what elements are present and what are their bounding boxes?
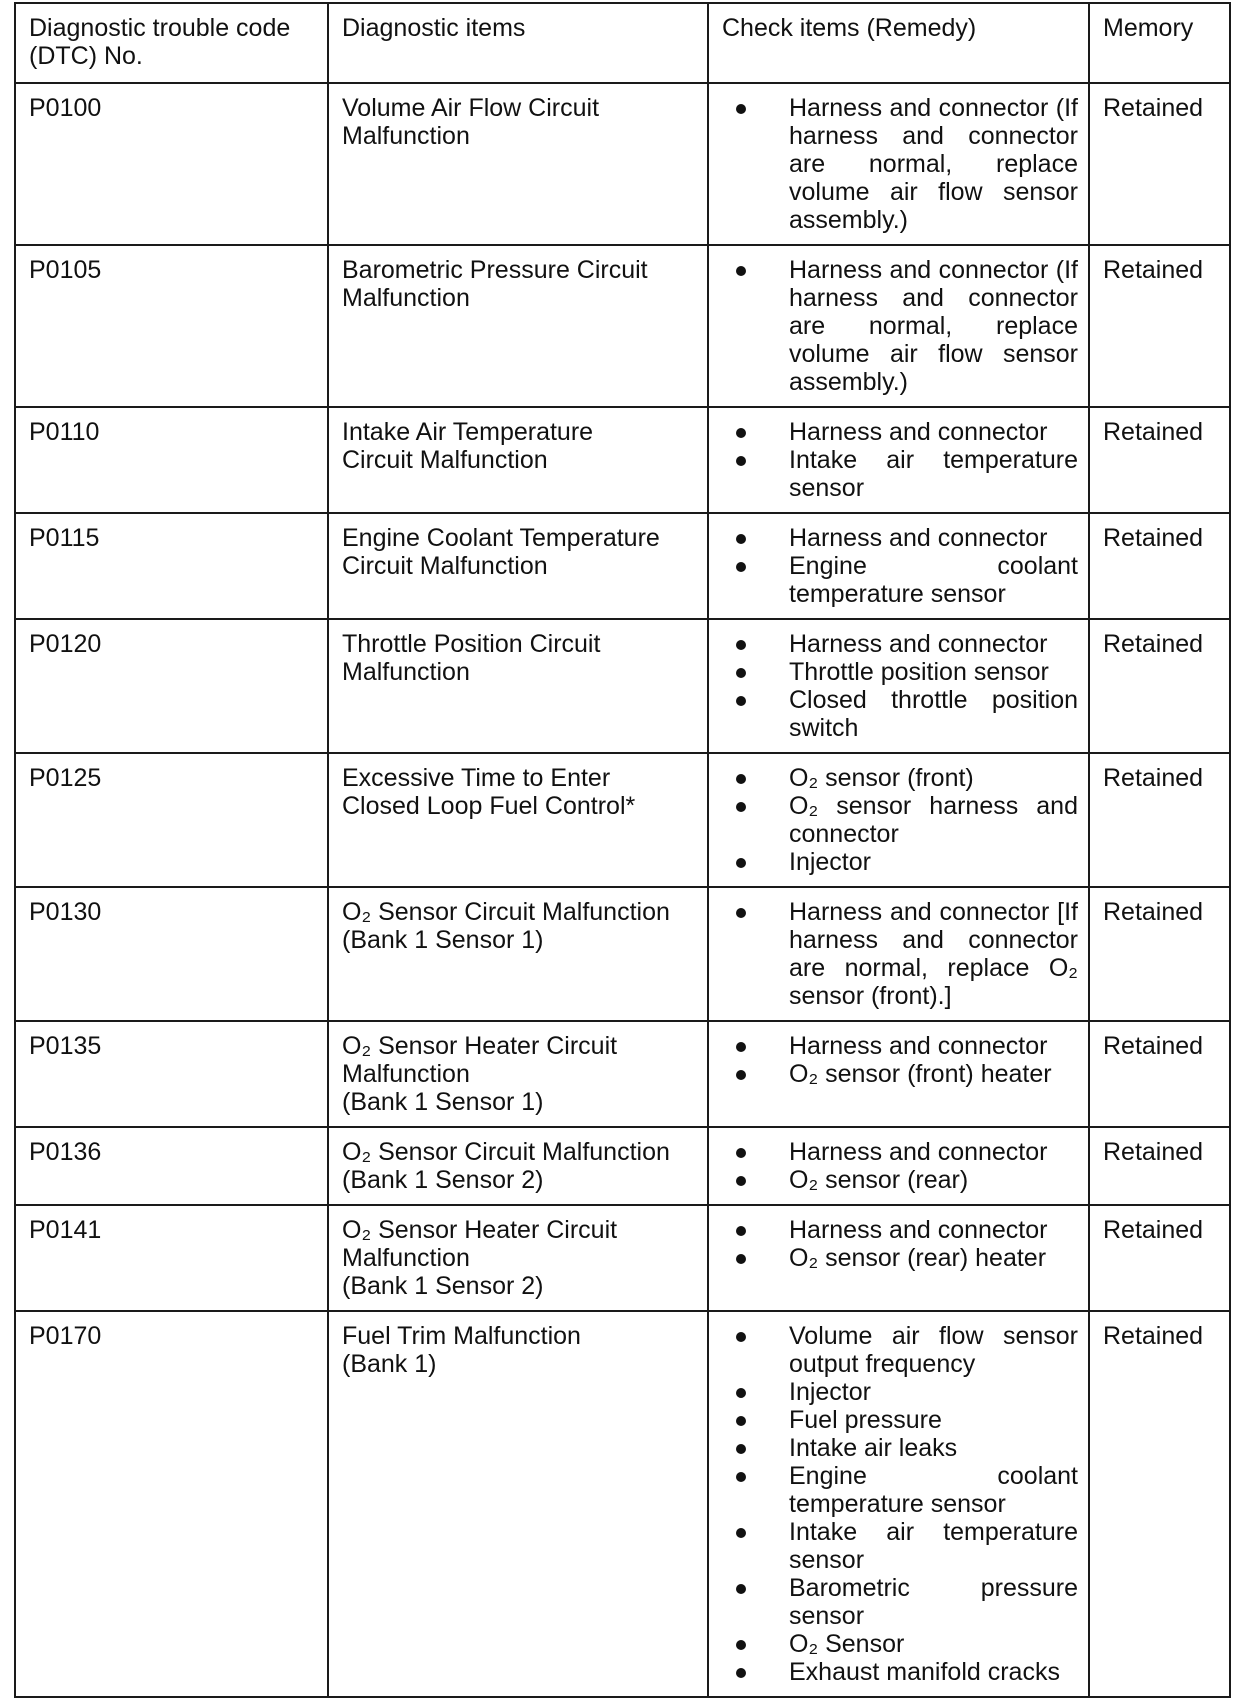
bullet-icon xyxy=(736,1254,746,1264)
check-item-text: Intake air leaks xyxy=(789,1434,958,1462)
bullet-icon xyxy=(736,908,746,918)
memory-status: Retained xyxy=(1089,83,1230,245)
table-row xyxy=(15,1205,1230,1311)
check-list-item xyxy=(722,686,1078,742)
check-item-text: Harness and connector (If harness and connector are normal, replace volume air flow sensor assembly.) xyxy=(789,256,1078,396)
table-body xyxy=(15,83,1230,1697)
bullet-icon xyxy=(736,1148,746,1158)
table-row xyxy=(15,245,1230,407)
diagnostic-item: O₂ Sensor Circuit Malfunction (Bank 1 Sensor 2) xyxy=(328,1127,708,1205)
memory-status: Retained xyxy=(1089,513,1230,619)
check-list-item xyxy=(722,1658,1078,1686)
check-item-text: Fuel pressure xyxy=(789,1406,942,1434)
diagnostic-item: O₂ Sensor Heater Circuit Malfunction (Bank 1 Sensor 1) xyxy=(328,1021,708,1127)
bullet-icon xyxy=(736,456,746,466)
check-list xyxy=(722,1032,1078,1088)
check-list xyxy=(722,94,1078,234)
diagnostic-item: Excessive Time to Enter Closed Loop Fuel Control* xyxy=(328,753,708,887)
memory-status: Retained xyxy=(1089,1205,1230,1311)
check-items xyxy=(708,407,1089,513)
check-item-text: Closed throttle position switch xyxy=(789,686,1078,742)
check-list-item xyxy=(722,524,1078,552)
table-row xyxy=(15,1311,1230,1697)
check-list-item xyxy=(722,1462,1078,1518)
check-list-item xyxy=(722,898,1078,1010)
check-item-text: Intake air temperature sensor xyxy=(789,446,1078,502)
memory-status: Retained xyxy=(1089,887,1230,1021)
check-item-text: O₂ sensor (front) heater xyxy=(789,1060,1052,1088)
dtc-code: P0110 xyxy=(15,407,328,513)
check-items xyxy=(708,1021,1089,1127)
bullet-icon xyxy=(736,696,746,706)
memory-status: Retained xyxy=(1089,407,1230,513)
check-list-item xyxy=(722,792,1078,848)
check-item-text: Harness and connector xyxy=(789,1216,1048,1244)
header-dtc-code: Diagnostic trouble code (DTC) No. xyxy=(15,3,328,83)
table-row xyxy=(15,619,1230,753)
check-items xyxy=(708,753,1089,887)
bullet-icon xyxy=(736,1528,746,1538)
bullet-icon xyxy=(736,1042,746,1052)
table-row xyxy=(15,887,1230,1021)
table-row xyxy=(15,83,1230,245)
check-item-text: O₂ Sensor xyxy=(789,1630,905,1658)
header-row xyxy=(15,3,1230,83)
check-item-text: Volume air flow sensor output frequency xyxy=(789,1322,1078,1378)
check-item-text: O₂ sensor (rear) heater xyxy=(789,1244,1047,1272)
check-list-item xyxy=(722,1630,1078,1658)
check-list-item xyxy=(722,1378,1078,1406)
check-list-item xyxy=(722,552,1078,608)
check-list-item xyxy=(722,658,1078,686)
check-list xyxy=(722,764,1078,876)
bullet-icon xyxy=(736,1584,746,1594)
check-list-item xyxy=(722,848,1078,876)
diagnostic-item: Barometric Pressure Circuit Malfunction xyxy=(328,245,708,407)
dtc-code: P0135 xyxy=(15,1021,328,1127)
bullet-icon xyxy=(736,802,746,812)
check-item-text: O₂ sensor (rear) xyxy=(789,1166,969,1194)
memory-status: Retained xyxy=(1089,753,1230,887)
check-list xyxy=(722,898,1078,1010)
dtc-code: P0170 xyxy=(15,1311,328,1697)
diagnostic-item: Intake Air Temperature Circuit Malfunction xyxy=(328,407,708,513)
check-list xyxy=(722,418,1078,502)
check-item-text: Exhaust manifold cracks xyxy=(789,1658,1060,1686)
memory-status: Retained xyxy=(1089,245,1230,407)
check-list-item xyxy=(722,1322,1078,1378)
check-list-item xyxy=(722,1216,1078,1244)
check-item-text: Harness and connector [If harness and connector are normal, replace O₂ sensor (front).] xyxy=(789,898,1078,1010)
check-list xyxy=(722,1138,1078,1194)
check-list xyxy=(722,256,1078,396)
table-row xyxy=(15,1021,1230,1127)
memory-status: Retained xyxy=(1089,1127,1230,1205)
bullet-icon xyxy=(736,428,746,438)
check-items xyxy=(708,83,1089,245)
bullet-icon xyxy=(736,858,746,868)
bullet-icon xyxy=(736,1444,746,1454)
check-items xyxy=(708,1311,1089,1697)
bullet-icon xyxy=(736,774,746,784)
bullet-icon xyxy=(736,668,746,678)
check-list-item xyxy=(722,1166,1078,1194)
check-list-item xyxy=(722,1574,1078,1630)
bullet-icon xyxy=(736,562,746,572)
bullet-icon xyxy=(736,640,746,650)
table-row xyxy=(15,1127,1230,1205)
diagnostic-item: Volume Air Flow Circuit Malfunction xyxy=(328,83,708,245)
dtc-code: P0100 xyxy=(15,83,328,245)
check-items xyxy=(708,513,1089,619)
check-list-item xyxy=(722,1434,1078,1462)
header-memory: Memory xyxy=(1089,3,1230,83)
check-item-text: Harness and connector xyxy=(789,418,1048,446)
check-item-text: Harness and connector (If harness and connector are normal, replace volume air flow sensor assembly.) xyxy=(789,94,1078,234)
diagnostic-item: O₂ Sensor Circuit Malfunction (Bank 1 Sensor 1) xyxy=(328,887,708,1021)
check-item-text: Engine coolant temperature sensor xyxy=(789,1462,1078,1518)
dtc-code: P0136 xyxy=(15,1127,328,1205)
check-list-item xyxy=(722,1138,1078,1166)
bullet-icon xyxy=(736,1472,746,1482)
table-row xyxy=(15,753,1230,887)
check-list-item xyxy=(722,764,1078,792)
dtc-code: P0125 xyxy=(15,753,328,887)
bullet-icon xyxy=(736,1388,746,1398)
dtc-code: P0120 xyxy=(15,619,328,753)
check-item-text: O₂ sensor (front) xyxy=(789,764,974,792)
dtc-code: P0141 xyxy=(15,1205,328,1311)
diagnostic-item: Engine Coolant Temperature Circuit Malfunction xyxy=(328,513,708,619)
check-list-item xyxy=(722,1406,1078,1434)
bullet-icon xyxy=(736,1176,746,1186)
diagnostic-item: Throttle Position Circuit Malfunction xyxy=(328,619,708,753)
check-item-text: Harness and connector xyxy=(789,1032,1048,1060)
check-item-text: Intake air temperature sensor xyxy=(789,1518,1078,1574)
check-item-text: Injector xyxy=(789,848,871,876)
check-list xyxy=(722,1216,1078,1272)
check-list xyxy=(722,630,1078,742)
dtc-code: P0115 xyxy=(15,513,328,619)
diagnostic-item: Fuel Trim Malfunction (Bank 1) xyxy=(328,1311,708,1697)
dtc-code: P0130 xyxy=(15,887,328,1021)
check-list-item xyxy=(722,446,1078,502)
memory-status: Retained xyxy=(1089,1021,1230,1127)
check-list xyxy=(722,524,1078,608)
table-row xyxy=(15,407,1230,513)
bullet-icon xyxy=(736,1416,746,1426)
bullet-icon xyxy=(736,1226,746,1236)
check-items xyxy=(708,887,1089,1021)
memory-status: Retained xyxy=(1089,1311,1230,1697)
check-item-text: Injector xyxy=(789,1378,871,1406)
check-items xyxy=(708,619,1089,753)
check-item-text: Throttle position sensor xyxy=(789,658,1049,686)
header-diagnostic-items: Diagnostic items xyxy=(328,3,708,83)
check-items xyxy=(708,1127,1089,1205)
header-check-items: Check items (Remedy) xyxy=(708,3,1089,83)
check-item-text: Barometric pressure sensor xyxy=(789,1574,1078,1630)
check-item-text: O₂ sensor harness and connector xyxy=(789,792,1078,848)
check-list-item xyxy=(722,418,1078,446)
check-item-text: Engine coolant temperature sensor xyxy=(789,552,1078,608)
memory-status: Retained xyxy=(1089,619,1230,753)
check-list-item xyxy=(722,94,1078,234)
check-list-item xyxy=(722,1518,1078,1574)
table-row xyxy=(15,513,1230,619)
dtc-table xyxy=(14,2,1231,1698)
check-list-item xyxy=(722,1244,1078,1272)
check-items xyxy=(708,1205,1089,1311)
dtc-code: P0105 xyxy=(15,245,328,407)
check-list-item xyxy=(722,630,1078,658)
bullet-icon xyxy=(736,1668,746,1678)
check-items xyxy=(708,245,1089,407)
diagnostic-item: O₂ Sensor Heater Circuit Malfunction (Bank 1 Sensor 2) xyxy=(328,1205,708,1311)
check-list-item xyxy=(722,1060,1078,1088)
bullet-icon xyxy=(736,1640,746,1650)
check-item-text: Harness and connector xyxy=(789,630,1048,658)
bullet-icon xyxy=(736,266,746,276)
bullet-icon xyxy=(736,1070,746,1080)
check-item-text: Harness and connector xyxy=(789,524,1048,552)
check-list xyxy=(722,1322,1078,1686)
check-list-item xyxy=(722,1032,1078,1060)
bullet-icon xyxy=(736,534,746,544)
check-item-text: Harness and connector xyxy=(789,1138,1048,1166)
bullet-icon xyxy=(736,104,746,114)
check-list-item xyxy=(722,256,1078,396)
bullet-icon xyxy=(736,1332,746,1342)
